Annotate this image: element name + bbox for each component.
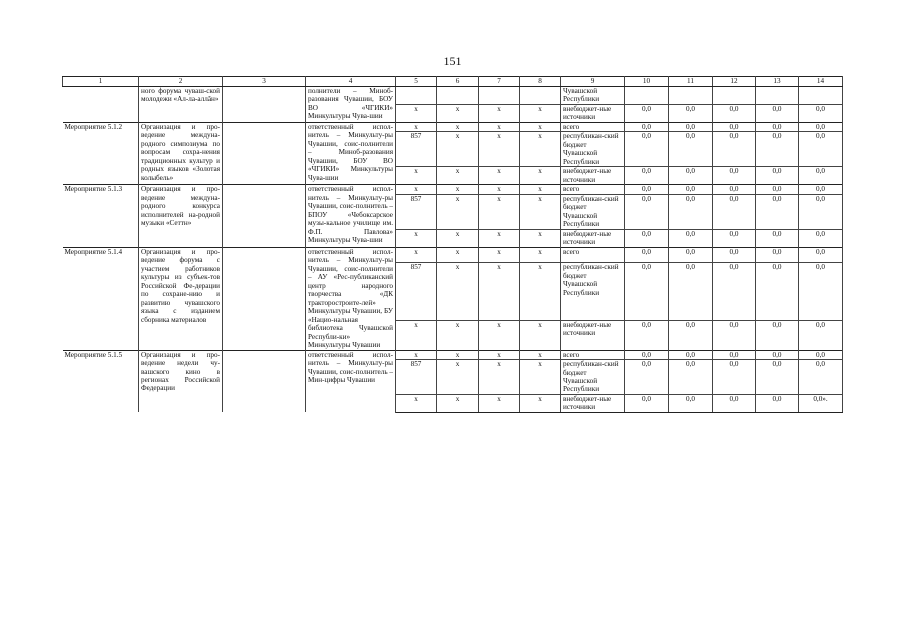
measure-code: Мероприятие 5.1.5 xyxy=(63,350,139,412)
funding-source: республикан-ский бюджет Чувашской Республики xyxy=(561,194,625,229)
amount-cell-v12: 0,0 xyxy=(713,104,756,122)
responsible-executor: ответственный испол-нитель – Минкульту-ры Чувашии, соис-полнители – Миноб-разования Чувашии, БОУ ВО «ЧГИКИ» Минкультуры Чува-шии xyxy=(306,122,396,184)
code-cell-c6: x xyxy=(437,350,479,359)
code-cell-c6: x xyxy=(437,360,479,395)
amount-cell-v13: 0,0 xyxy=(756,194,799,229)
code-cell-c7: x xyxy=(479,320,520,350)
column-number-7: 7 xyxy=(479,77,520,87)
amount-cell-v12: 0,0 xyxy=(713,263,756,321)
column-number-1: 1 xyxy=(63,77,139,87)
amount-cell-v14: 0,0 xyxy=(799,360,843,395)
amount-cell-v10: 0,0 xyxy=(625,185,669,194)
amount-cell-v12: 0,0 xyxy=(713,350,756,359)
funding-source: всего xyxy=(561,122,625,131)
code-cell-c7: x xyxy=(479,104,520,122)
code-cell-c6: x xyxy=(437,247,479,263)
column-number-row xyxy=(63,77,843,87)
funding-source: Чувашской Республики xyxy=(561,87,625,105)
measure-row xyxy=(63,87,843,105)
amount-cell-v10: 0,0 xyxy=(625,247,669,263)
amount-cell-v10: 0,0 xyxy=(625,132,669,167)
code-cell-c6: x xyxy=(437,104,479,122)
amount-cell-v14: 0,0 xyxy=(799,263,843,321)
column-number-14: 14 xyxy=(799,77,843,87)
code-cell-c7: x xyxy=(479,122,520,131)
measure-row xyxy=(63,185,843,194)
code-cell-c8: x xyxy=(520,394,561,412)
column-number-5: 5 xyxy=(396,77,437,87)
code-cell-c6: x xyxy=(437,320,479,350)
code-cell-c7: x xyxy=(479,167,520,185)
code-cell-c6: x xyxy=(437,132,479,167)
code-cell-c8: x xyxy=(520,360,561,395)
funding-source: внебюджет-ные источники xyxy=(561,229,625,247)
code-cell-c7: x xyxy=(479,360,520,395)
amount-cell-v13: 0,0 xyxy=(756,350,799,359)
amount-cell-v14: 0,0 xyxy=(799,247,843,263)
column-number-6: 6 xyxy=(437,77,479,87)
column-number-13: 13 xyxy=(756,77,799,87)
code-cell-c5: x xyxy=(396,122,437,131)
code-cell-c5: x xyxy=(396,167,437,185)
column-number-11: 11 xyxy=(669,77,713,87)
amount-cell-v11: 0,0 xyxy=(669,350,713,359)
measure-code: Мероприятие 5.1.4 xyxy=(63,247,139,350)
code-cell-c8: x xyxy=(520,122,561,131)
amount-cell-v10: 0,0 xyxy=(625,104,669,122)
amount-cell-v10: 0,0 xyxy=(625,167,669,185)
column-number-10: 10 xyxy=(625,77,669,87)
program-funding-table xyxy=(62,76,843,413)
responsible-executor: ответственный испол-нитель – Минкульту-ры Чувашии, соис-полнитель – БПОУ «Чебоксарское музы-кальное училище им. Ф.П. Павлова» Минкультуры Чува-шии xyxy=(306,185,396,247)
amount-cell-v11 xyxy=(669,87,713,105)
amount-cell-v13: 0,0 xyxy=(756,394,799,412)
amount-cell-v11: 0,0 xyxy=(669,122,713,131)
amount-cell-v10: 0,0 xyxy=(625,122,669,131)
measure-col3 xyxy=(223,247,306,350)
responsible-executor: ответственный испол-нитель – Минкульту-ры Чувашии, соис-полнители – АУ «Рес-публиканский центр народного творчества «ДК тракторострoите-лей» Минкультуры Чувашии, БУ «Нацио-нальная библиотека Чувашской Республи-ки» Минкультуры Чувашии xyxy=(306,247,396,350)
code-cell-c5: 857 xyxy=(396,360,437,395)
page-number: 151 xyxy=(443,54,462,68)
column-number-8: 8 xyxy=(520,77,561,87)
measure-col3 xyxy=(223,350,306,412)
amount-cell-v11: 0,0 xyxy=(669,132,713,167)
amount-cell-v13: 0,0 xyxy=(756,185,799,194)
code-cell-c8: x xyxy=(520,194,561,229)
code-cell-c5: 857 xyxy=(396,132,437,167)
measure-name: Организация и про-ведение междуна-родного конкурса исполнителей на-родной музыки «Сеттн» xyxy=(139,185,223,247)
amount-cell-v13: 0,0 xyxy=(756,104,799,122)
amount-cell-v14: 0,0 xyxy=(799,350,843,359)
code-cell-c8: x xyxy=(520,263,561,321)
amount-cell-v11: 0,0 xyxy=(669,167,713,185)
amount-cell-v14: 0,0 xyxy=(799,104,843,122)
code-cell-c7: x xyxy=(479,247,520,263)
amount-cell-v11: 0,0 xyxy=(669,394,713,412)
code-cell-c5: x xyxy=(396,320,437,350)
amount-cell-v12 xyxy=(713,87,756,105)
code-cell-c5 xyxy=(396,87,437,105)
column-number-12: 12 xyxy=(713,77,756,87)
amount-cell-v10: 0,0 xyxy=(625,194,669,229)
amount-cell-v11: 0,0 xyxy=(669,320,713,350)
code-cell-c7: x xyxy=(479,394,520,412)
column-number-4: 4 xyxy=(306,77,396,87)
funding-source: внебюджет-ные источники xyxy=(561,394,625,412)
code-cell-c6: x xyxy=(437,229,479,247)
amount-cell-v14: 0,0 xyxy=(799,122,843,131)
amount-cell-v14: 0,0 xyxy=(799,194,843,229)
amount-cell-v10: 0,0 xyxy=(625,350,669,359)
amount-cell-v13: 0,0 xyxy=(756,360,799,395)
measure-col3 xyxy=(223,87,306,123)
funding-source: внебюджет-ные источники xyxy=(561,167,625,185)
measure-name: Организация и про-ведение недели чу-вашского кино в регионах Российской Федерации xyxy=(139,350,223,412)
amount-cell-v13: 0,0 xyxy=(756,122,799,131)
amount-cell-v11: 0,0 xyxy=(669,104,713,122)
code-cell-c8: x xyxy=(520,185,561,194)
amount-cell-v11: 0,0 xyxy=(669,247,713,263)
amount-cell-v13: 0,0 xyxy=(756,132,799,167)
measure-row xyxy=(63,122,843,131)
amount-cell-v10: 0,0 xyxy=(625,263,669,321)
measure-name: ного форума чуваш-ской молодежи «Ал-ла-аллăн» xyxy=(139,87,223,123)
amount-cell-v10: 0,0 xyxy=(625,394,669,412)
amount-cell-v13: 0,0 xyxy=(756,167,799,185)
code-cell-c7: x xyxy=(479,185,520,194)
amount-cell-v14 xyxy=(799,87,843,105)
amount-cell-v12: 0,0 xyxy=(713,394,756,412)
code-cell-c5: x xyxy=(396,394,437,412)
amount-cell-v12: 0,0 xyxy=(713,247,756,263)
code-cell-c8 xyxy=(520,87,561,105)
code-cell-c7: x xyxy=(479,229,520,247)
code-cell-c6: x xyxy=(437,122,479,131)
amount-cell-v10: 0,0 xyxy=(625,320,669,350)
measure-row xyxy=(63,247,843,263)
amount-cell-v10: 0,0 xyxy=(625,360,669,395)
code-cell-c6: x xyxy=(437,394,479,412)
code-cell-c6: x xyxy=(437,167,479,185)
amount-cell-v14: 0,0». xyxy=(799,394,843,412)
code-cell-c5: x xyxy=(396,247,437,263)
code-cell-c8: x xyxy=(520,167,561,185)
amount-cell-v14: 0,0 xyxy=(799,132,843,167)
code-cell-c8: x xyxy=(520,350,561,359)
funding-source: всего xyxy=(561,247,625,263)
table-body xyxy=(63,77,843,413)
code-cell-c7: x xyxy=(479,350,520,359)
code-cell-c6: x xyxy=(437,194,479,229)
code-cell-c7: x xyxy=(479,132,520,167)
amount-cell-v13: 0,0 xyxy=(756,247,799,263)
amount-cell-v14: 0,0 xyxy=(799,320,843,350)
code-cell-c8: x xyxy=(520,320,561,350)
funding-source: всего xyxy=(561,350,625,359)
amount-cell-v11: 0,0 xyxy=(669,263,713,321)
code-cell-c5: x xyxy=(396,229,437,247)
amount-cell-v12: 0,0 xyxy=(713,229,756,247)
amount-cell-v11: 0,0 xyxy=(669,185,713,194)
amount-cell-v12: 0,0 xyxy=(713,132,756,167)
amount-cell-v13: 0,0 xyxy=(756,229,799,247)
measure-code xyxy=(63,87,139,123)
measure-name: Организация и про-ведение междуна-родного симпозиума по вопросам сохра-нения традиционных культур и родных языков «Золотая колыбель» xyxy=(139,122,223,184)
code-cell-c7 xyxy=(479,87,520,105)
amount-cell-v10: 0,0 xyxy=(625,229,669,247)
code-cell-c6: x xyxy=(437,185,479,194)
funding-source: республикан-ский бюджет Чувашской Республики xyxy=(561,263,625,321)
amount-cell-v12: 0,0 xyxy=(713,185,756,194)
responsible-executor: ответственный испол-нитель – Минкульту-ры Чувашии, соис-полнитель – Мин-цифры Чувашии xyxy=(306,350,396,412)
code-cell-c7: x xyxy=(479,263,520,321)
responsible-executor: полнители – Миноб-разования Чувашии, БОУ ВО «ЧГИКИ» Минкультуры Чува-шии xyxy=(306,87,396,123)
code-cell-c5: 857 xyxy=(396,194,437,229)
measure-code: Мероприятие 5.1.3 xyxy=(63,185,139,247)
code-cell-c6 xyxy=(437,87,479,105)
amount-cell-v12: 0,0 xyxy=(713,360,756,395)
funding-source: республикан-ский бюджет Чувашской Республики xyxy=(561,360,625,395)
amount-cell-v12: 0,0 xyxy=(713,194,756,229)
amount-cell-v13: 0,0 xyxy=(756,320,799,350)
measure-row xyxy=(63,350,843,359)
code-cell-c7: x xyxy=(479,194,520,229)
code-cell-c5: x xyxy=(396,185,437,194)
measure-code: Мероприятие 5.1.2 xyxy=(63,122,139,184)
funding-source: внебюджет-ные источники xyxy=(561,104,625,122)
amount-cell-v13 xyxy=(756,87,799,105)
measure-col3 xyxy=(223,122,306,184)
code-cell-c6: x xyxy=(437,263,479,321)
code-cell-c8: x xyxy=(520,104,561,122)
code-cell-c8: x xyxy=(520,247,561,263)
funding-source: внебюджет-ные источники xyxy=(561,320,625,350)
amount-cell-v11: 0,0 xyxy=(669,229,713,247)
column-number-9: 9 xyxy=(561,77,625,87)
amount-cell-v11: 0,0 xyxy=(669,194,713,229)
column-number-2: 2 xyxy=(139,77,223,87)
code-cell-c8: x xyxy=(520,229,561,247)
code-cell-c5: x xyxy=(396,104,437,122)
amount-cell-v13: 0,0 xyxy=(756,263,799,321)
amount-cell-v12: 0,0 xyxy=(713,167,756,185)
code-cell-c5: x xyxy=(396,350,437,359)
amount-cell-v14: 0,0 xyxy=(799,229,843,247)
amount-cell-v11: 0,0 xyxy=(669,360,713,395)
amount-cell-v14: 0,0 xyxy=(799,185,843,194)
measure-name: Организация и про-ведение форума с участием работников культуры из субъек-тов Российской Фе-дерации по сохране-нию и развитию чувашского языка с изданием сборника материалов xyxy=(139,247,223,350)
code-cell-c8: x xyxy=(520,132,561,167)
column-number-3: 3 xyxy=(223,77,306,87)
measure-col3 xyxy=(223,185,306,247)
amount-cell-v10 xyxy=(625,87,669,105)
amount-cell-v12: 0,0 xyxy=(713,122,756,131)
amount-cell-v14: 0,0 xyxy=(799,167,843,185)
funding-source: республикан-ский бюджет Чувашской Республики xyxy=(561,132,625,167)
code-cell-c5: 857 xyxy=(396,263,437,321)
amount-cell-v12: 0,0 xyxy=(713,320,756,350)
funding-source: всего xyxy=(561,185,625,194)
